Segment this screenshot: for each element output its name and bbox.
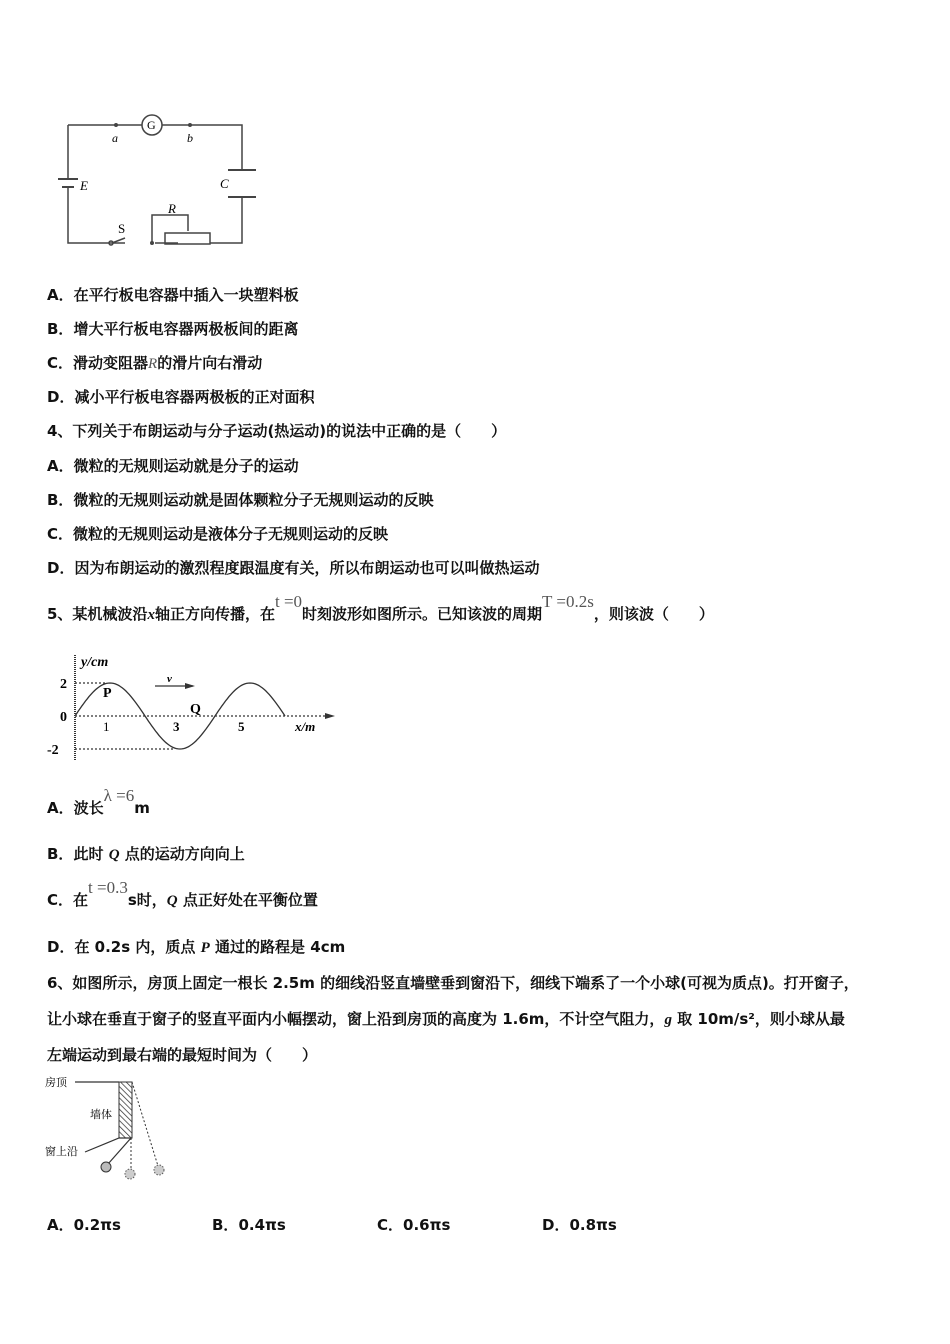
stem-text: 时刻波形如图所示。已知该波的周期 — [302, 605, 543, 623]
var-g: g — [664, 1012, 672, 1028]
y-tick: 2 — [60, 677, 67, 692]
point-p-label: P — [103, 686, 112, 701]
option-text: 此时 — [73, 845, 104, 863]
option-text: 点的运动方向向上 — [124, 845, 245, 863]
option-letter: C． — [47, 525, 74, 543]
option-letter: A． — [47, 286, 74, 304]
q4-option-b[interactable] — [47, 490, 433, 510]
q3-option-c[interactable] — [47, 353, 262, 374]
q5-option-c[interactable] — [47, 878, 318, 911]
stem-text: 轴正方向传播，在 — [154, 605, 275, 623]
label-e: E — [80, 178, 88, 193]
option-text: 点正好处在平衡位置 — [182, 891, 318, 909]
option-text: 在平行板电容器中插入一块塑料板 — [73, 286, 299, 304]
x-tick: 3 — [173, 719, 180, 734]
var-q: Q — [166, 893, 178, 909]
y-axis-label: y/cm — [81, 655, 109, 670]
var-q: Q — [108, 847, 120, 863]
option-text: 波长 — [73, 799, 104, 817]
x-tick: 1 — [103, 719, 110, 734]
q4-option-d[interactable] — [47, 558, 539, 578]
option-letter: B． — [212, 1216, 239, 1234]
option-letter: D． — [47, 559, 75, 577]
wall-label: 墙体 — [90, 1109, 112, 1121]
q6-option-c[interactable] — [377, 1214, 450, 1235]
q6-stem-line1: 6、如图所示，房顶上固定一根长 2.5m 的细线沿竖直墙壁垂到窗沿下，细线下端系了一个小球(可视为质点)。打开窗子， — [47, 974, 859, 992]
option-text: 0.6πs — [403, 1216, 451, 1234]
x-axis-label: x/m — [295, 719, 316, 734]
option-letter: B． — [47, 491, 74, 509]
option-letter: C． — [47, 891, 74, 909]
option-letter: A． — [47, 799, 74, 817]
q6-stem-line3: 左端运动到最右端的最短时间为（ ） — [47, 1046, 318, 1064]
circuit-diagram — [50, 115, 250, 255]
q6-stem-line2 — [47, 1009, 845, 1030]
math-time: t =0.3 — [88, 878, 128, 897]
option-text: 因为布朗运动的激烈程度跟温度有关，所以布朗运动也可以叫做热运动 — [74, 559, 540, 577]
q5-stem — [47, 592, 714, 625]
option-letter: A． — [47, 1216, 74, 1234]
q6-option-b[interactable] — [212, 1214, 286, 1235]
q6-option-d[interactable] — [542, 1214, 617, 1235]
option-text: 在 — [73, 891, 89, 909]
galvanometer-label: G — [147, 118, 156, 132]
option-letter: B． — [47, 845, 74, 863]
option-letter: D． — [47, 938, 75, 956]
x-tick: 5 — [238, 719, 245, 734]
wave-graph — [47, 650, 345, 765]
option-text: 微粒的无规则运动是液体分子无规则运动的反映 — [73, 525, 389, 543]
velocity-label: v — [167, 673, 172, 685]
option-text: 增大平行板电容器两极板间的距离 — [73, 320, 299, 338]
option-letter: C． — [377, 1216, 404, 1234]
q3-option-d[interactable] — [47, 387, 314, 407]
option-text: 0.8πs — [569, 1216, 617, 1234]
option-text: 0.2πs — [73, 1216, 121, 1234]
pendulum-figure — [42, 1072, 182, 1182]
q5-option-d[interactable] — [47, 937, 345, 958]
label-s: S — [118, 221, 126, 236]
var-r: R — [148, 356, 158, 372]
label-b: b — [187, 131, 193, 145]
var-x: x — [147, 607, 155, 623]
option-text: s时， — [127, 891, 167, 909]
option-text: 0.4πs — [238, 1216, 286, 1234]
option-letter: D． — [542, 1216, 570, 1234]
q4-stem: 4、下列关于布朗运动与分子运动(热运动)的说法中正确的是（ ） — [47, 422, 507, 440]
math-t0: t =0 — [274, 592, 303, 611]
option-text: 减小平行板电容器两极板的正对面积 — [74, 388, 315, 406]
option-text: 滑动变阻器 — [73, 354, 149, 372]
q6-option-a[interactable] — [47, 1214, 121, 1235]
y-tick: -2 — [47, 743, 59, 758]
q5-option-a[interactable] — [47, 786, 150, 818]
point-q-label: Q — [190, 702, 201, 717]
option-letter: A． — [47, 457, 74, 475]
var-p: P — [200, 940, 210, 956]
math-period: T =0.2s — [542, 592, 594, 611]
q3-option-a[interactable] — [47, 285, 299, 305]
q5-option-b[interactable] — [47, 844, 245, 865]
option-letter: D． — [47, 388, 75, 406]
math-wavelength: λ =6 — [103, 786, 135, 805]
window-edge-label: 窗上沿 — [45, 1146, 78, 1158]
option-text: 微粒的无规则运动就是分子的运动 — [73, 457, 299, 475]
option-letter: C． — [47, 354, 74, 372]
label-r: R — [168, 201, 176, 216]
stem-text: ，则该波（ ） — [593, 605, 714, 623]
q4-option-c[interactable] — [47, 524, 388, 544]
option-text: m — [134, 799, 150, 817]
option-text: 在 0.2s 内，质点 — [74, 938, 196, 956]
label-a: a — [112, 131, 118, 145]
q4-option-a[interactable] — [47, 456, 299, 476]
label-c: C — [220, 176, 229, 191]
y-tick: 0 — [60, 710, 67, 725]
roof-label: 房顶 — [45, 1077, 67, 1089]
option-letter: B． — [47, 320, 74, 338]
stem-text: 让小球在垂直于窗子的竖直平面内小幅摆动，窗上沿到房顶的高度为 1.6m，不计空气阻力， — [47, 1010, 665, 1028]
option-text: 的滑片向右滑动 — [157, 354, 263, 372]
q3-option-b[interactable] — [47, 319, 298, 339]
stem-text: 5、某机械波沿 — [47, 605, 148, 623]
stem-text: 取 10m/s²，则小球从最 — [677, 1010, 845, 1028]
option-text: 通过的路程是 4cm — [215, 938, 346, 956]
option-text: 微粒的无规则运动就是固体颗粒分子无规则运动的反映 — [73, 491, 434, 509]
